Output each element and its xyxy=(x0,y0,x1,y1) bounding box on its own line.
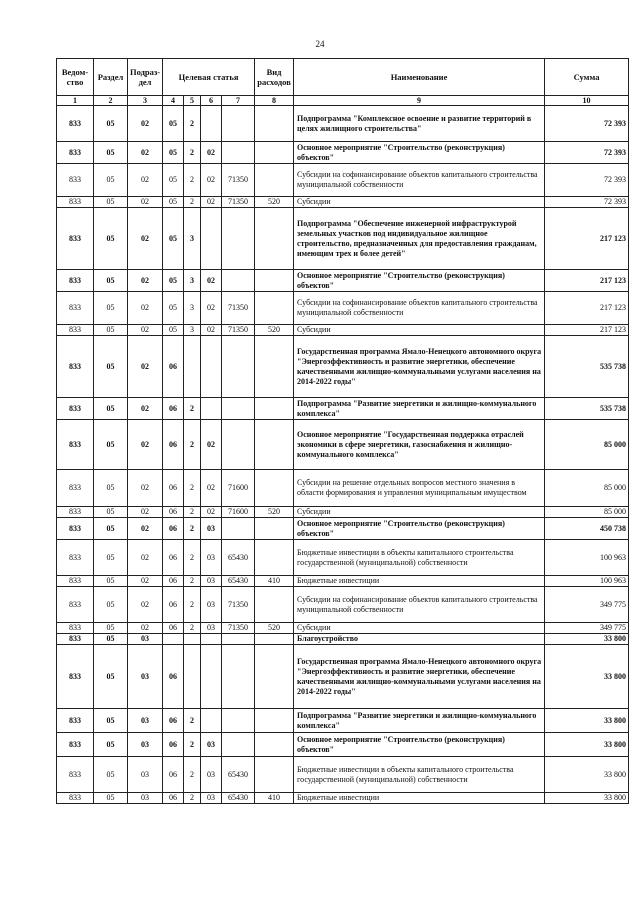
cs-subprogram-cell: 2 xyxy=(184,623,201,634)
cs-event-cell: 02 xyxy=(201,270,222,292)
table-row xyxy=(57,645,629,709)
vid-rashodov-cell: 520 xyxy=(255,623,294,634)
vedomstvo-cell: 833 xyxy=(57,709,94,733)
naimenovanie-cell: Основное мероприятие "Строительство (реконструкция) объектов" xyxy=(294,142,545,164)
header-podrazdel: Подраз-дел xyxy=(128,59,163,96)
table-row xyxy=(57,164,629,197)
cs-direction-cell: 71350 xyxy=(222,623,255,634)
naimenovanie-cell: Основное мероприятие "Строительство (реконструкция) объектов" xyxy=(294,518,545,540)
vid-rashodov-cell xyxy=(255,106,294,142)
naimenovanie-cell: Подпрограмма "Развитие энергетики и жилищно-коммунального комплекса" xyxy=(294,398,545,420)
cs-subprogram-cell: 2 xyxy=(184,518,201,540)
podrazdel-cell: 02 xyxy=(128,164,163,197)
summa-cell: 33 800 xyxy=(545,793,629,804)
vedomstvo-cell: 833 xyxy=(57,587,94,623)
vedomstvo-cell: 833 xyxy=(57,208,94,270)
vedomstvo-cell: 833 xyxy=(57,420,94,470)
cs-program-cell: 06 xyxy=(163,336,184,398)
table-row xyxy=(57,336,629,398)
table-row xyxy=(57,507,629,518)
cs-direction-cell: 65430 xyxy=(222,576,255,587)
cs-program-cell xyxy=(163,634,184,645)
naimenovanie-cell: Основное мероприятие "Государственная поддержка отраслей экономики в сфере энергетики, газоснабжения и жилищно-коммунального комплекса" xyxy=(294,420,545,470)
cs-event-cell xyxy=(201,634,222,645)
vid-rashodov-cell: 520 xyxy=(255,197,294,208)
cs-event-cell: 02 xyxy=(201,164,222,197)
cs-direction-cell: 65430 xyxy=(222,793,255,804)
razdel-cell: 05 xyxy=(94,197,128,208)
vedomstvo-cell: 833 xyxy=(57,470,94,507)
razdel-cell: 05 xyxy=(94,336,128,398)
table-row xyxy=(57,420,629,470)
vid-rashodov-cell xyxy=(255,757,294,793)
cs-program-cell: 06 xyxy=(163,733,184,757)
cs-direction-cell: 71350 xyxy=(222,325,255,336)
vid-rashodov-cell xyxy=(255,336,294,398)
table-row xyxy=(57,733,629,757)
cs-event-cell: 02 xyxy=(201,507,222,518)
razdel-cell: 05 xyxy=(94,470,128,507)
summa-cell: 100 963 xyxy=(545,540,629,576)
summa-cell: 217 123 xyxy=(545,208,629,270)
razdel-cell: 05 xyxy=(94,634,128,645)
cs-event-cell: 02 xyxy=(201,292,222,325)
cs-subprogram-cell: 2 xyxy=(184,757,201,793)
cs-direction-cell xyxy=(222,270,255,292)
table-row xyxy=(57,197,629,208)
razdel-cell: 05 xyxy=(94,587,128,623)
cs-subprogram-cell: 2 xyxy=(184,142,201,164)
vedomstvo-cell: 833 xyxy=(57,507,94,518)
cs-subprogram-cell: 2 xyxy=(184,709,201,733)
naimenovanie-cell: Государственная программа Ямало-Ненецкого автономного округа "Энергоэффективность и развитие энергетики, обеспечение качественными жилищно-коммунальными услугами населения на 2014-2022 годы" xyxy=(294,645,545,709)
summa-cell: 349 775 xyxy=(545,587,629,623)
razdel-cell: 05 xyxy=(94,208,128,270)
summa-cell: 217 123 xyxy=(545,292,629,325)
summa-cell: 72 393 xyxy=(545,164,629,197)
cs-program-cell: 06 xyxy=(163,540,184,576)
cs-direction-cell xyxy=(222,142,255,164)
vid-rashodov-cell xyxy=(255,587,294,623)
podrazdel-cell: 02 xyxy=(128,398,163,420)
naimenovanie-cell: Основное мероприятие "Строительство (реконструкция) объектов" xyxy=(294,270,545,292)
razdel-cell: 05 xyxy=(94,507,128,518)
razdel-cell: 05 xyxy=(94,420,128,470)
razdel-cell: 05 xyxy=(94,106,128,142)
table-row xyxy=(57,142,629,164)
cs-event-cell xyxy=(201,709,222,733)
summa-cell: 535 738 xyxy=(545,398,629,420)
razdel-cell: 05 xyxy=(94,292,128,325)
vid-rashodov-cell xyxy=(255,164,294,197)
vedomstvo-cell: 833 xyxy=(57,733,94,757)
cs-event-cell: 03 xyxy=(201,733,222,757)
cs-direction-cell xyxy=(222,709,255,733)
cs-event-cell: 02 xyxy=(201,470,222,507)
cs-program-cell: 06 xyxy=(163,757,184,793)
cs-subprogram-cell: 3 xyxy=(184,270,201,292)
summa-cell: 349 775 xyxy=(545,623,629,634)
column-number: 4 xyxy=(163,96,184,106)
cs-subprogram-cell: 3 xyxy=(184,325,201,336)
summa-cell: 217 123 xyxy=(545,325,629,336)
cs-program-cell: 06 xyxy=(163,507,184,518)
cs-subprogram-cell: 2 xyxy=(184,507,201,518)
vid-rashodov-cell xyxy=(255,208,294,270)
vedomstvo-cell: 833 xyxy=(57,106,94,142)
razdel-cell: 05 xyxy=(94,757,128,793)
podrazdel-cell: 03 xyxy=(128,645,163,709)
table-row xyxy=(57,292,629,325)
cs-program-cell: 05 xyxy=(163,270,184,292)
naimenovanie-cell: Субсидии на софинансирование объектов капитального строительства муниципальной собственности xyxy=(294,292,545,325)
cs-program-cell: 05 xyxy=(163,325,184,336)
cs-program-cell: 06 xyxy=(163,709,184,733)
vid-rashodov-cell xyxy=(255,270,294,292)
cs-event-cell xyxy=(201,645,222,709)
cs-direction-cell: 71350 xyxy=(222,164,255,197)
podrazdel-cell: 02 xyxy=(128,623,163,634)
cs-subprogram-cell: 2 xyxy=(184,398,201,420)
summa-cell: 85 000 xyxy=(545,420,629,470)
vedomstvo-cell: 833 xyxy=(57,292,94,325)
column-number: 9 xyxy=(294,96,545,106)
podrazdel-cell: 02 xyxy=(128,270,163,292)
cs-subprogram-cell: 2 xyxy=(184,733,201,757)
podrazdel-cell: 02 xyxy=(128,420,163,470)
summa-cell: 33 800 xyxy=(545,733,629,757)
razdel-cell: 05 xyxy=(94,518,128,540)
table-row xyxy=(57,634,629,645)
table-row xyxy=(57,106,629,142)
vedomstvo-cell: 833 xyxy=(57,142,94,164)
table-row xyxy=(57,518,629,540)
razdel-cell: 05 xyxy=(94,645,128,709)
header-vid-rashodov: Вид расходов xyxy=(255,59,294,96)
podrazdel-cell: 02 xyxy=(128,576,163,587)
table-row xyxy=(57,208,629,270)
cs-program-cell: 06 xyxy=(163,793,184,804)
cs-direction-cell: 65430 xyxy=(222,757,255,793)
cs-subprogram-cell: 2 xyxy=(184,197,201,208)
cs-program-cell: 06 xyxy=(163,623,184,634)
vedomstvo-cell: 833 xyxy=(57,540,94,576)
summa-cell: 85 000 xyxy=(545,470,629,507)
column-number: 5 xyxy=(184,96,201,106)
podrazdel-cell: 02 xyxy=(128,518,163,540)
cs-event-cell: 02 xyxy=(201,325,222,336)
vedomstvo-cell: 833 xyxy=(57,623,94,634)
cs-event-cell: 02 xyxy=(201,142,222,164)
cs-subprogram-cell: 2 xyxy=(184,106,201,142)
cs-event-cell: 03 xyxy=(201,623,222,634)
naimenovanie-cell: Субсидии xyxy=(294,507,545,518)
naimenovanie-cell: Подпрограмма "Развитие энергетики и жилищно-коммунального комплекса" xyxy=(294,709,545,733)
cs-program-cell: 05 xyxy=(163,197,184,208)
table-row xyxy=(57,470,629,507)
podrazdel-cell: 02 xyxy=(128,208,163,270)
cs-direction-cell: 71600 xyxy=(222,507,255,518)
cs-subprogram-cell: 2 xyxy=(184,420,201,470)
cs-direction-cell xyxy=(222,106,255,142)
cs-direction-cell: 71350 xyxy=(222,197,255,208)
table-row xyxy=(57,576,629,587)
cs-event-cell: 02 xyxy=(201,197,222,208)
naimenovanie-cell: Субсидии xyxy=(294,197,545,208)
vid-rashodov-cell xyxy=(255,733,294,757)
cs-subprogram-cell: 3 xyxy=(184,208,201,270)
cs-subprogram-cell xyxy=(184,634,201,645)
vedomstvo-cell: 833 xyxy=(57,634,94,645)
naimenovanie-cell: Субсидии на решение отдельных вопросов местного значения в области формирования и управления муниципальным имуществом xyxy=(294,470,545,507)
summa-cell: 33 800 xyxy=(545,757,629,793)
cs-event-cell xyxy=(201,336,222,398)
cs-event-cell: 03 xyxy=(201,757,222,793)
summa-cell: 72 393 xyxy=(545,106,629,142)
naimenovanie-cell: Субсидии на софинансирование объектов капитального строительства муниципальной собственности xyxy=(294,587,545,623)
cs-subprogram-cell: 3 xyxy=(184,292,201,325)
cs-direction-cell: 71350 xyxy=(222,587,255,623)
cs-direction-cell xyxy=(222,634,255,645)
cs-direction-cell xyxy=(222,208,255,270)
vid-rashodov-cell xyxy=(255,540,294,576)
header-razdel: Раздел xyxy=(94,59,128,96)
cs-direction-cell xyxy=(222,398,255,420)
podrazdel-cell: 03 xyxy=(128,793,163,804)
cs-event-cell xyxy=(201,106,222,142)
cs-event-cell: 03 xyxy=(201,793,222,804)
vid-rashodov-cell xyxy=(255,645,294,709)
razdel-cell: 05 xyxy=(94,164,128,197)
header-vedomstvo: Ведом-ство xyxy=(57,59,94,96)
cs-event-cell xyxy=(201,398,222,420)
naimenovanie-cell: Подпрограмма "Комплексное освоение и развитие территорий в целях жилищного строительства" xyxy=(294,106,545,142)
podrazdel-cell: 03 xyxy=(128,709,163,733)
summa-cell: 33 800 xyxy=(545,634,629,645)
vedomstvo-cell: 833 xyxy=(57,325,94,336)
cs-program-cell: 06 xyxy=(163,398,184,420)
razdel-cell: 05 xyxy=(94,793,128,804)
vedomstvo-cell: 833 xyxy=(57,518,94,540)
table-row xyxy=(57,757,629,793)
cs-subprogram-cell: 2 xyxy=(184,576,201,587)
cs-direction-cell xyxy=(222,645,255,709)
column-number: 6 xyxy=(201,96,222,106)
naimenovanie-cell: Государственная программа Ямало-Ненецкого автономного округа "Энергоэффективность и развитие энергетики, обеспечение качественными жилищно-коммунальными услугами населения на 2014-2022 годы" xyxy=(294,336,545,398)
naimenovanie-cell: Бюджетные инвестиции в объекты капитального строительства государственной (муниципальной) собственности xyxy=(294,757,545,793)
column-number: 3 xyxy=(128,96,163,106)
podrazdel-cell: 03 xyxy=(128,757,163,793)
razdel-cell: 05 xyxy=(94,540,128,576)
razdel-cell: 05 xyxy=(94,325,128,336)
podrazdel-cell: 02 xyxy=(128,587,163,623)
table-row xyxy=(57,709,629,733)
column-number-row xyxy=(57,96,629,106)
vedomstvo-cell: 833 xyxy=(57,197,94,208)
table-body xyxy=(57,106,629,804)
vedomstvo-cell: 833 xyxy=(57,576,94,587)
vid-rashodov-cell: 520 xyxy=(255,325,294,336)
vedomstvo-cell: 833 xyxy=(57,270,94,292)
summa-cell: 72 393 xyxy=(545,197,629,208)
naimenovanie-cell: Благоустройство xyxy=(294,634,545,645)
vedomstvo-cell: 833 xyxy=(57,336,94,398)
cs-program-cell: 05 xyxy=(163,292,184,325)
cs-direction-cell xyxy=(222,733,255,757)
podrazdel-cell: 03 xyxy=(128,733,163,757)
vedomstvo-cell: 833 xyxy=(57,757,94,793)
naimenovanie-cell: Субсидии на софинансирование объектов капитального строительства муниципальной собственности xyxy=(294,164,545,197)
cs-subprogram-cell xyxy=(184,336,201,398)
summa-cell: 100 963 xyxy=(545,576,629,587)
vid-rashodov-cell xyxy=(255,420,294,470)
page-number: 24 xyxy=(315,39,325,49)
podrazdel-cell: 02 xyxy=(128,325,163,336)
table-row xyxy=(57,540,629,576)
header-row xyxy=(57,59,629,96)
table-row xyxy=(57,325,629,336)
cs-direction-cell: 65430 xyxy=(222,540,255,576)
vid-rashodov-cell: 520 xyxy=(255,507,294,518)
cs-program-cell: 05 xyxy=(163,164,184,197)
vid-rashodov-cell: 410 xyxy=(255,793,294,804)
vid-rashodov-cell xyxy=(255,398,294,420)
header-naimenovanie: Наименование xyxy=(294,59,545,96)
vid-rashodov-cell xyxy=(255,634,294,645)
naimenovanie-cell: Основное мероприятие "Строительство (реконструкция) объектов" xyxy=(294,733,545,757)
razdel-cell: 05 xyxy=(94,576,128,587)
podrazdel-cell: 02 xyxy=(128,336,163,398)
podrazdel-cell: 03 xyxy=(128,634,163,645)
summa-cell: 535 738 xyxy=(545,336,629,398)
summa-cell: 450 738 xyxy=(545,518,629,540)
podrazdel-cell: 02 xyxy=(128,106,163,142)
cs-program-cell: 06 xyxy=(163,645,184,709)
cs-event-cell xyxy=(201,208,222,270)
cs-subprogram-cell: 2 xyxy=(184,164,201,197)
podrazdel-cell: 02 xyxy=(128,292,163,325)
vedomstvo-cell: 833 xyxy=(57,793,94,804)
naimenovanie-cell: Субсидии xyxy=(294,325,545,336)
summa-cell: 33 800 xyxy=(545,709,629,733)
summa-cell: 33 800 xyxy=(545,645,629,709)
cs-subprogram-cell: 2 xyxy=(184,540,201,576)
cs-subprogram-cell: 2 xyxy=(184,793,201,804)
budget-table xyxy=(56,58,629,804)
razdel-cell: 05 xyxy=(94,142,128,164)
cs-program-cell: 05 xyxy=(163,106,184,142)
column-number: 2 xyxy=(94,96,128,106)
naimenovanie-cell: Бюджетные инвестиции xyxy=(294,576,545,587)
razdel-cell: 05 xyxy=(94,709,128,733)
cs-direction-cell xyxy=(222,336,255,398)
header-celevaya-statya: Целевая статья xyxy=(163,59,255,96)
vid-rashodov-cell: 410 xyxy=(255,576,294,587)
razdel-cell: 05 xyxy=(94,733,128,757)
cs-direction-cell xyxy=(222,420,255,470)
vedomstvo-cell: 833 xyxy=(57,645,94,709)
cs-program-cell: 06 xyxy=(163,518,184,540)
header-summa: Сумма xyxy=(545,59,629,96)
podrazdel-cell: 02 xyxy=(128,470,163,507)
naimenovanie-cell: Бюджетные инвестиции xyxy=(294,793,545,804)
cs-event-cell: 03 xyxy=(201,576,222,587)
table-row xyxy=(57,793,629,804)
razdel-cell: 05 xyxy=(94,270,128,292)
podrazdel-cell: 02 xyxy=(128,540,163,576)
cs-event-cell: 03 xyxy=(201,540,222,576)
table-row xyxy=(57,587,629,623)
summa-cell: 72 393 xyxy=(545,142,629,164)
podrazdel-cell: 02 xyxy=(128,197,163,208)
column-number: 1 xyxy=(57,96,94,106)
table-row xyxy=(57,398,629,420)
cs-program-cell: 06 xyxy=(163,587,184,623)
cs-subprogram-cell: 2 xyxy=(184,470,201,507)
podrazdel-cell: 02 xyxy=(128,142,163,164)
cs-subprogram-cell: 2 xyxy=(184,587,201,623)
summa-cell: 85 000 xyxy=(545,507,629,518)
cs-program-cell: 05 xyxy=(163,208,184,270)
table-row xyxy=(57,270,629,292)
cs-event-cell: 03 xyxy=(201,518,222,540)
vid-rashodov-cell xyxy=(255,518,294,540)
cs-direction-cell xyxy=(222,518,255,540)
vid-rashodov-cell xyxy=(255,292,294,325)
podrazdel-cell: 02 xyxy=(128,507,163,518)
table-row xyxy=(57,623,629,634)
vid-rashodov-cell xyxy=(255,709,294,733)
column-number: 10 xyxy=(545,96,629,106)
cs-direction-cell: 71600 xyxy=(222,470,255,507)
column-number: 8 xyxy=(255,96,294,106)
cs-subprogram-cell xyxy=(184,645,201,709)
razdel-cell: 05 xyxy=(94,623,128,634)
vedomstvo-cell: 833 xyxy=(57,398,94,420)
cs-program-cell: 05 xyxy=(163,142,184,164)
naimenovanie-cell: Бюджетные инвестиции в объекты капитального строительства государственной (муниципальной) собственности xyxy=(294,540,545,576)
summa-cell: 217 123 xyxy=(545,270,629,292)
naimenovanie-cell: Субсидии xyxy=(294,623,545,634)
cs-event-cell: 02 xyxy=(201,420,222,470)
cs-event-cell: 03 xyxy=(201,587,222,623)
naimenovanie-cell: Подпрограмма "Обеспечение инженерной инфраструктурой земельных участков под индивидуальное жилищное строительство, предназначенных для предоставления гражданам, имеющим трех и более детей" xyxy=(294,208,545,270)
vid-rashodov-cell xyxy=(255,470,294,507)
cs-program-cell: 06 xyxy=(163,420,184,470)
column-number: 7 xyxy=(222,96,255,106)
cs-program-cell: 06 xyxy=(163,576,184,587)
razdel-cell: 05 xyxy=(94,398,128,420)
vid-rashodov-cell xyxy=(255,142,294,164)
vedomstvo-cell: 833 xyxy=(57,164,94,197)
cs-program-cell: 06 xyxy=(163,470,184,507)
cs-direction-cell: 71350 xyxy=(222,292,255,325)
